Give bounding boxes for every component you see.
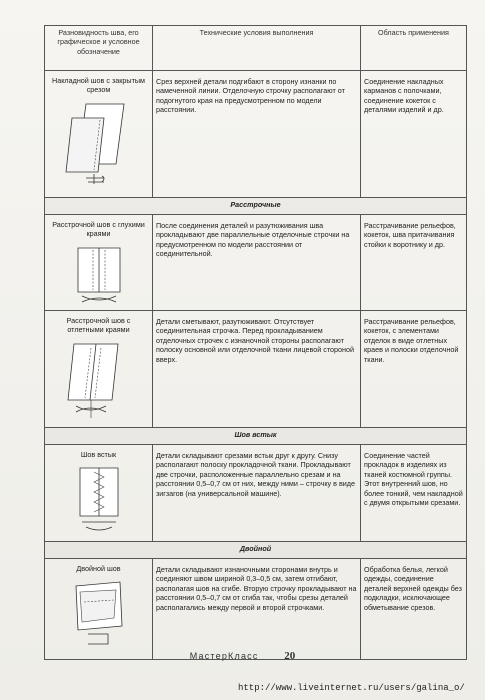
header-application-area: Область применения bbox=[361, 26, 467, 71]
seam-name-cell bbox=[45, 445, 153, 542]
seams-table bbox=[44, 25, 467, 660]
seam-diagram bbox=[64, 340, 134, 420]
seam-area: Обработка белья, легкой одежды, соединение деталей верхней одежды без подкладки, исключающее обметывание срезов. bbox=[361, 559, 467, 660]
seam-diagram bbox=[64, 578, 134, 650]
table-row bbox=[45, 215, 467, 311]
section-row bbox=[45, 198, 467, 215]
seam-conditions: После соединения деталей и разутюживания шва прокладывают две параллельные отделочные строчки на предусмотренном по модели расстоянии от соединительной. bbox=[153, 215, 361, 311]
seam-diagram bbox=[64, 464, 134, 534]
seam-area: Расстрачивание рельефов, кокеток, с элементами отделок в виде отлетных краев и полоски отделочной ткани. bbox=[361, 311, 467, 428]
table-header-row bbox=[45, 26, 467, 71]
header-seam-type: Разновидность шва, его графическое и условное обозначение bbox=[45, 26, 153, 71]
seam-conditions: Срез верхней детали подгибают в сторону изнанки по намеченной линии. Отделочную строчку располагают от подогнутого края на предусмотренном по модели расстоянии. bbox=[153, 71, 361, 198]
table-row bbox=[45, 445, 467, 542]
seam-area: Соединение частей прокладок в изделиях из тканей костюмной группы. Этот внутренний шов, но более тонкий, чем накладной с двумя открытыми срезами. bbox=[361, 445, 467, 542]
seam-area: Соединение накладных карманов с полочками, соединение кокеток с деталями изделий и др. bbox=[361, 71, 467, 198]
seam-conditions: Детали складывают срезами встык друг к другу. Снизу располагают полоску прокладочной ткани. Прокладывают две строчки, расположенные параллельно срезам и на расстоянии 0,5–0,7 см от них, между ними – строчку в виде зигзагов (на универсальной машине). bbox=[153, 445, 361, 542]
page-footer bbox=[0, 650, 485, 662]
section-title: Расстрочные bbox=[45, 198, 467, 215]
seam-name: Двойной шов bbox=[76, 564, 121, 573]
table-row bbox=[45, 311, 467, 428]
seam-name-cell bbox=[45, 559, 153, 660]
section-title: Шов встык bbox=[45, 428, 467, 445]
seam-diagram bbox=[64, 244, 134, 306]
seam-name: Расстрочной шов с глухими краями bbox=[52, 220, 145, 239]
seam-name-cell bbox=[45, 311, 153, 428]
seam-area: Расстрачивание рельефов, кокеток, шва притачивания стойки к воротнику и др. bbox=[361, 215, 467, 311]
section-title: Двойной bbox=[45, 542, 467, 559]
seam-name-cell bbox=[45, 215, 153, 311]
table-row bbox=[45, 71, 467, 198]
section-row bbox=[45, 542, 467, 559]
watermark-url: http://www.liveinternet.ru/users/galina_o/ bbox=[238, 683, 465, 693]
header-conditions: Технические условия выполнения bbox=[153, 26, 361, 71]
seam-conditions: Детали сметывают, разутюживают. Отсутствует соединительная строчка. Перед прокладыванием отделочных строчек с изнаночной стороны располагают полоску основной или отделочной ткани лицевой стороной вверх. bbox=[153, 311, 361, 428]
seam-diagram bbox=[64, 100, 134, 188]
magazine-name: МастерКласс bbox=[189, 651, 259, 661]
seam-name: Расстрочной шов с отлетными краями bbox=[66, 316, 131, 335]
table-row bbox=[45, 559, 467, 660]
section-row bbox=[45, 428, 467, 445]
page-number: 20 bbox=[284, 650, 296, 662]
seam-name-cell bbox=[45, 71, 153, 198]
seam-name: Накладной шов с закрытым срезом bbox=[52, 76, 145, 95]
seam-name: Шов встык bbox=[80, 450, 117, 459]
seam-conditions: Детали складывают изнаночными сторонами внутрь и соединяют швом шириной 0,3–0,5 см, затем отгибают, располагая шов на сгибе. Вторую строчку прокладывают на расстоянии 0,5–0,7 см от сгиба так, чтобы срезы деталей располагались между первой и второй строчками. bbox=[153, 559, 361, 660]
